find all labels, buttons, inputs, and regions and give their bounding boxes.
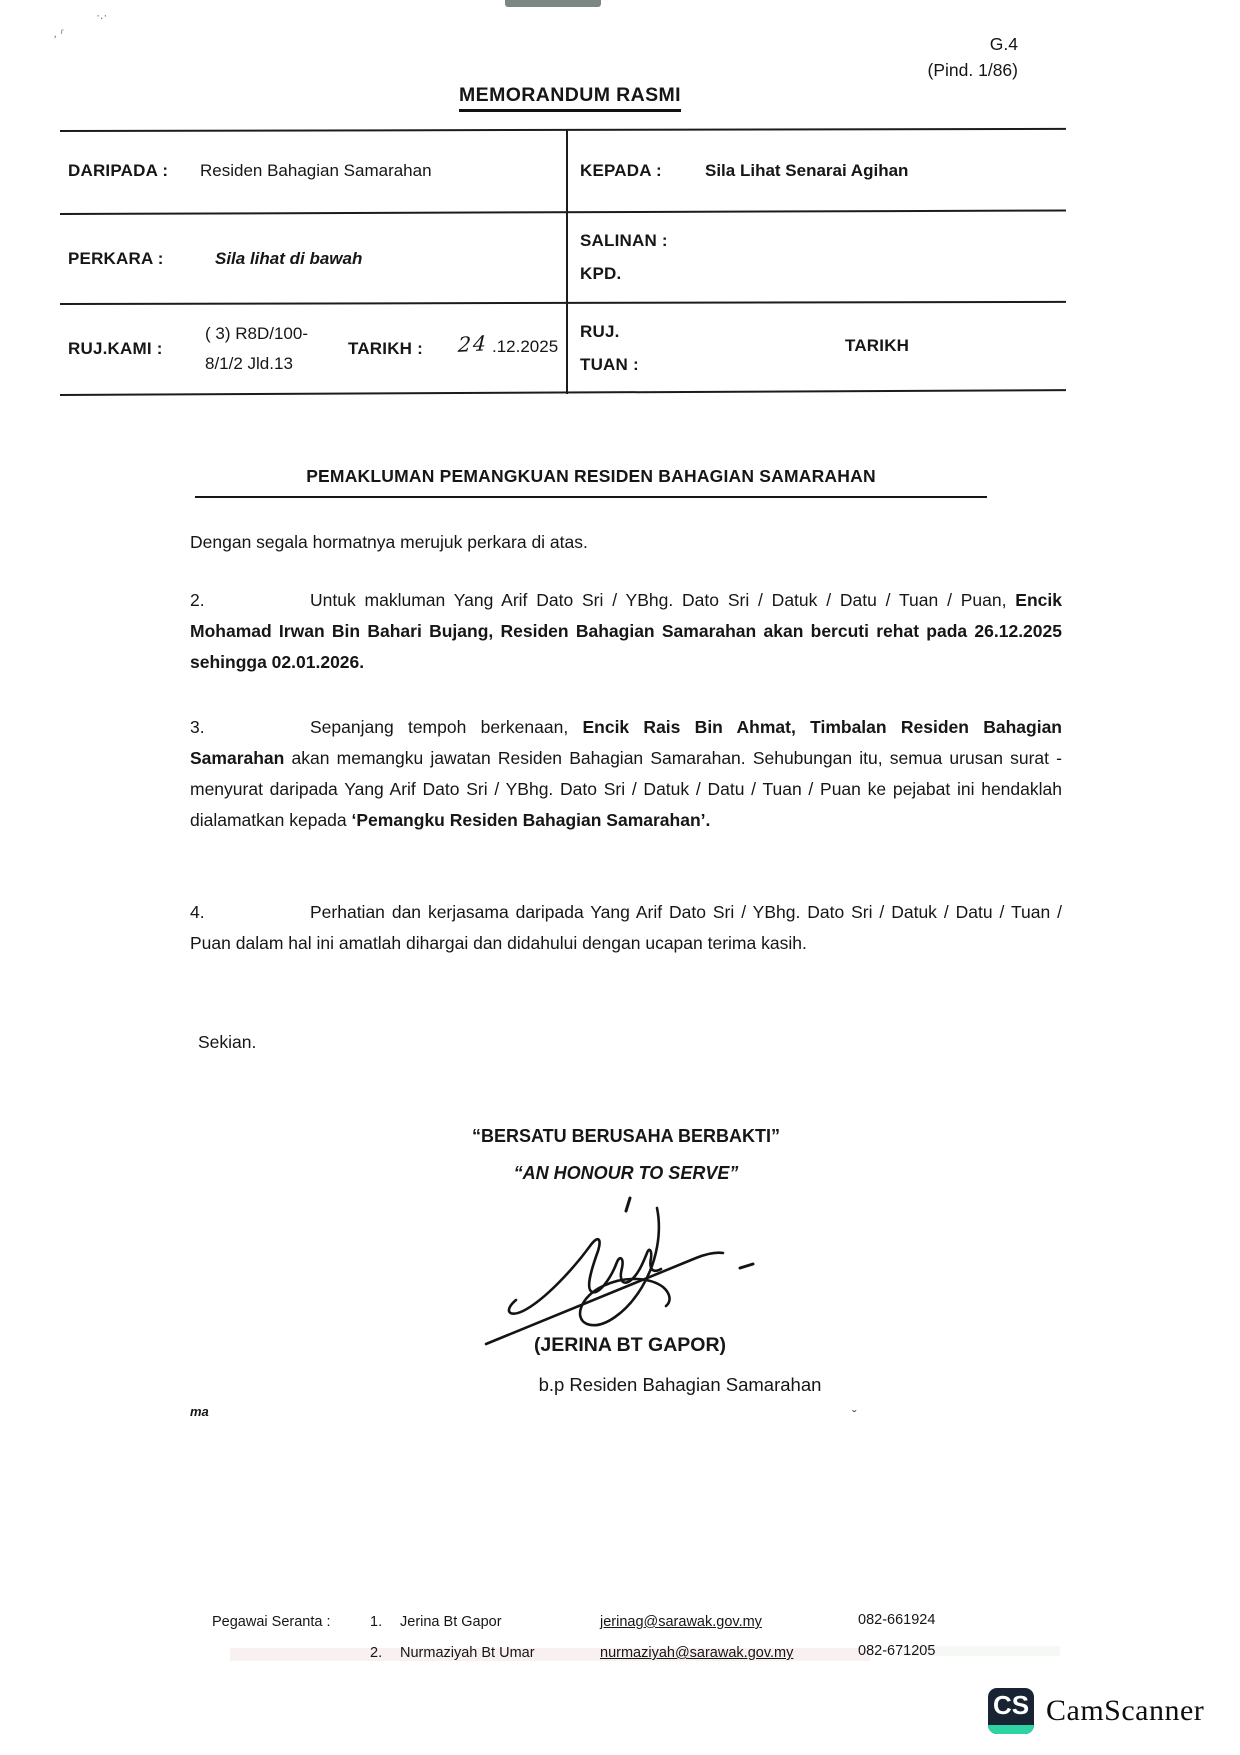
ruj-tuan-line1: RUJ.	[580, 322, 620, 341]
closing-word: Sekian.	[198, 1032, 257, 1052]
paragraph-2-bold: Encik Mohamad Irwan Bin Bahari Bujang, Residen Bahagian Samarahan akan bercuti rehat pada 26.12.2025 sehingga 02.01.2026.	[190, 590, 1062, 672]
kepada-value: Sila Lihat Senarai Agihan	[705, 161, 909, 180]
paragraph-2	[190, 585, 1062, 678]
ruj-kami-label: RUJ.KAMI :	[68, 339, 163, 358]
paragraph-1	[190, 527, 1062, 558]
paragraph-3-bold-1: Encik Rais Bin Ahmat, Timbalan Residen Bahagian Samarahan	[190, 717, 1062, 768]
tarikh-rest: .12.2025	[492, 337, 559, 356]
contact-2-phone: 082-671205	[858, 1643, 936, 1659]
subject-heading: PEMAKLUMAN PEMANGKUAN RESIDEN BAHAGIAN SAMARAHAN	[306, 466, 876, 486]
scan-smudge-top	[505, 0, 601, 7]
perkara-value: Sila lihat di bawah	[215, 249, 363, 268]
motto-line-2: “AN HONOUR TO SERVE”	[513, 1163, 739, 1183]
table-column-divider	[566, 130, 568, 394]
document-title-wrap	[330, 84, 810, 112]
ruj-tuan-line2: TUAN :	[580, 355, 639, 374]
perkara-label: PERKARA :	[68, 249, 164, 268]
ruj-kami-line1: ( 3) R8D/100-	[205, 324, 308, 343]
paragraph-3-number: 3.	[190, 717, 205, 737]
table-row-divider-1	[60, 209, 1066, 215]
ruj-kami-line2: 8/1/2 Jld.13	[205, 354, 293, 373]
salinan-label: SALINAN :	[580, 231, 668, 250]
signature-scribble	[478, 1190, 768, 1350]
contact-1-email: jerinag@sarawak.gov.my	[600, 1614, 762, 1630]
form-revision: (Pind. 1/86)	[927, 60, 1018, 80]
daripada-value: Residen Bahagian Samarahan	[200, 161, 432, 180]
camscanner-logo-icon	[988, 1688, 1034, 1734]
scan-mark: , ʳ	[54, 26, 64, 40]
motto-line-1: “BERSATU BERUSAHA BERBAKTI”	[471, 1126, 780, 1146]
table-border-bottom	[60, 389, 1066, 396]
form-code: G.4	[989, 34, 1018, 54]
camscanner-logo-accent	[988, 1725, 1034, 1734]
contact-1-name: Jerina Bt Gapor	[400, 1614, 502, 1630]
contact-2-num: 2.	[370, 1645, 383, 1661]
paragraph-3	[190, 712, 1062, 836]
camscanner-logo-text: CS	[992, 1690, 1030, 1720]
salinan-kpd: KPD.	[580, 264, 622, 283]
kepada-label: KEPADA :	[580, 161, 662, 180]
paragraph-3-text-1: Sepanjang tempoh berkenaan,	[310, 717, 583, 737]
paragraph-4-text: Perhatian dan kerjasama daripada Yang Arif Dato Sri / YBhg. Dato Sri / Datuk / Datu / Tuan / Puan dalam hal ini amatlah dihargai dan didahului dengan ucapan terima kasih.	[190, 902, 1062, 953]
paragraph-3-bold-2: ‘Pemangku Residen Bahagian Samarahan’.	[351, 810, 711, 830]
contact-1-num: 1.	[370, 1614, 383, 1630]
paragraph-4	[190, 897, 1062, 959]
contact-2-email: nurmaziyah@sarawak.gov.my	[600, 1645, 794, 1661]
pegawai-seranta-label: Pegawai Seranta :	[212, 1614, 331, 1630]
tarikh-label: TARIKH :	[348, 339, 423, 358]
contact-1-phone: 082-661924	[858, 1612, 936, 1628]
camscanner-brand-text: CamScanner	[1046, 1694, 1205, 1727]
paragraph-2-text: Untuk makluman Yang Arif Dato Sri / YBhg. Dato Sri / Datuk / Datu / Tuan / Puan,	[310, 590, 1016, 610]
paragraph-4-number: 4.	[190, 902, 205, 922]
paragraph-1-text: Dengan segala hormatnya merujuk perkara di atas.	[190, 532, 588, 552]
paragraph-3-text-2: akan memangku jawatan Residen Bahagian Samarahan. Sehubungan itu, semua urusan surat - menyurat daripada Yang Arif Dato Sri / YBhg. Dato Sri / Datuk / Datu / Tuan / Puan ke pejabat ini hendaklah dialamatkan kepada	[190, 748, 1062, 830]
subject-heading-wrap	[195, 466, 987, 498]
document-title: MEMORANDUM RASMI	[459, 84, 681, 112]
daripada-label: DARIPADA :	[68, 161, 169, 180]
table-border-top	[60, 128, 1066, 132]
signatory-name: (JERINA BT GAPOR)	[533, 1334, 727, 1356]
paragraph-2-number: 2.	[190, 590, 205, 610]
typist-initials: ma	[190, 1404, 209, 1419]
scan-mark-tick: ˬ	[852, 1396, 857, 1412]
table-row-divider-2	[60, 301, 1066, 305]
tarikh-day-handwritten: 24	[457, 331, 489, 357]
tarikh-right-label: TARIKH	[845, 336, 910, 355]
signatory-on-behalf: b.p Residen Bahagian Samarahan	[538, 1374, 822, 1395]
motto-block	[190, 1118, 1062, 1192]
scan-mark: ·.·	[96, 8, 108, 22]
contact-2-name: Nurmaziyah Bt Umar	[400, 1645, 535, 1661]
